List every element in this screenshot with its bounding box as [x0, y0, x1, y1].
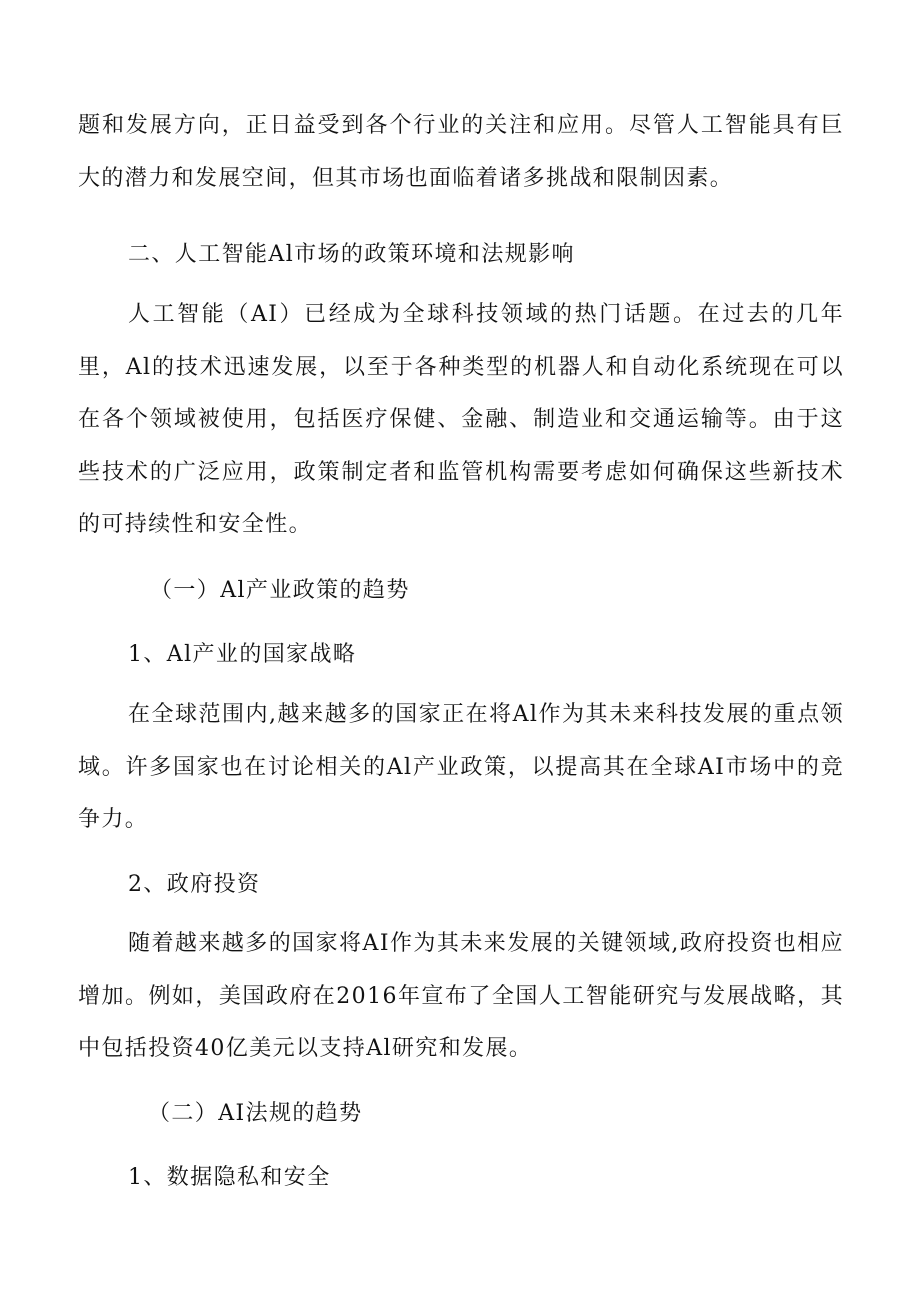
- national-strategy-paragraph: 在全球范围内,越来越多的国家正在将Al作为其未来科技发展的重点领域。许多国家也在讨论相关的Al产业政策，以提高其在全球AI市场中的竞争力。: [78, 702, 844, 832]
- section-heading-policy-environment: 二、人工智能Al市场的政策环境和法规影响: [128, 242, 575, 267]
- section-intro-paragraph: 人工智能（AI）已经成为全球科技领域的热门话题。在过去的几年里，Al的技术迅速发展，以至于各种类型的机器人和自动化系统现在可以在各个领域被使用，包括医疗保健、金融、制造业和交通运输等。由于这些技术的广泛应用，政策制定者和监管机构需要考虑如何确保这些新技术的可持续性和安全性。: [78, 302, 844, 537]
- government-investment-paragraph: 随着越来越多的国家将AI作为其未来发展的关键领域,政府投资也相应增加。例如，美国政府在2016年宣布了全国人工智能研究与发展战略，其中包括投资40亿美元以支持Al研究和发展。: [78, 931, 844, 1061]
- item-heading-national-strategy: 1、Al产业的国家战略: [128, 642, 357, 667]
- intro-paragraph-tail: 题和发展方向，正日益受到各个行业的关注和应用。尽管人工智能具有巨大的潜力和发展空间，但其市场也面临着诸多挑战和限制因素。: [78, 113, 844, 191]
- item-heading-data-privacy: 1、数据隐私和安全: [128, 1165, 331, 1190]
- item-heading-government-investment: 2、政府投资: [128, 872, 261, 897]
- subsection-heading-regulation: （二）AI法规的趋势: [148, 1101, 363, 1126]
- subsection-heading-industry-policy: （一）Al产业政策的趋势: [150, 578, 410, 603]
